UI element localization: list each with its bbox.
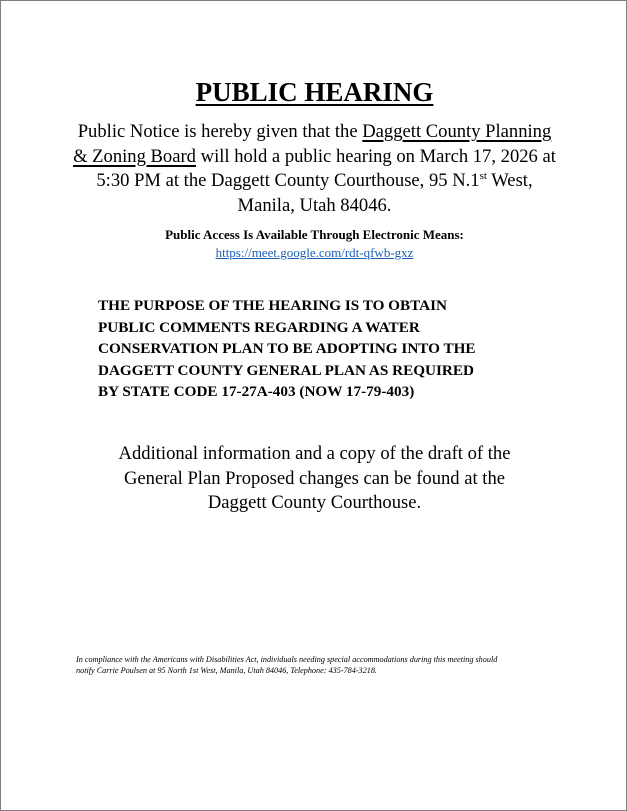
notice-details: will hold a public hearing on March 17, 2026 at 5:30 PM at the Daggett County Courthouse, 95 N.1 [96, 145, 556, 191]
footer-line: In compliance with the Americans with Disabilities Act, individuals needing special accommodations during this meeting should [76, 655, 498, 664]
purpose-statement [98, 295, 558, 403]
additional-line: Daggett County Courthouse. [207, 492, 422, 513]
additional-line: Additional information and a copy of the draft of the [118, 443, 511, 464]
purpose-line: BY STATE CODE 17-27A-403 (NOW 17-79-403) [98, 383, 415, 400]
notice-intro: Public Notice is hereby given that the [77, 121, 358, 142]
notice-address-end: West, Manila, Utah 84046. [237, 170, 533, 216]
meeting-link[interactable]: https://meet.google.com/rdt-qfwb-gxz [215, 245, 414, 260]
page-title: PUBLIC HEARING [195, 77, 434, 107]
additional-line: General Plan Proposed changes can be found at the [123, 467, 506, 489]
purpose-line: THE PURPOSE OF THE HEARING IS TO OBTAIN [98, 297, 447, 314]
footer-line: notify Carrie Poulsen at 95 North 1st West, Manila, Utah 84046, Telephone: 435-784-3218. [76, 665, 377, 675]
additional-info-paragraph [61, 442, 568, 516]
electronic-access-label: Public Access Is Available Through Electronic Means: [165, 227, 464, 242]
purpose-line: DAGGETT COUNTY GENERAL PLAN AS REQUIRED [98, 361, 474, 379]
public-notice-paragraph [71, 120, 558, 218]
purpose-line: PUBLIC COMMENTS REGARDING A WATER [98, 318, 420, 336]
ordinal-superscript: st [479, 169, 487, 182]
purpose-line: CONSERVATION PLAN TO BE ADOPTING INTO THE [98, 340, 476, 357]
board-name: Daggett County Planning & Zoning Board [73, 121, 552, 167]
ada-compliance-note [76, 655, 556, 676]
